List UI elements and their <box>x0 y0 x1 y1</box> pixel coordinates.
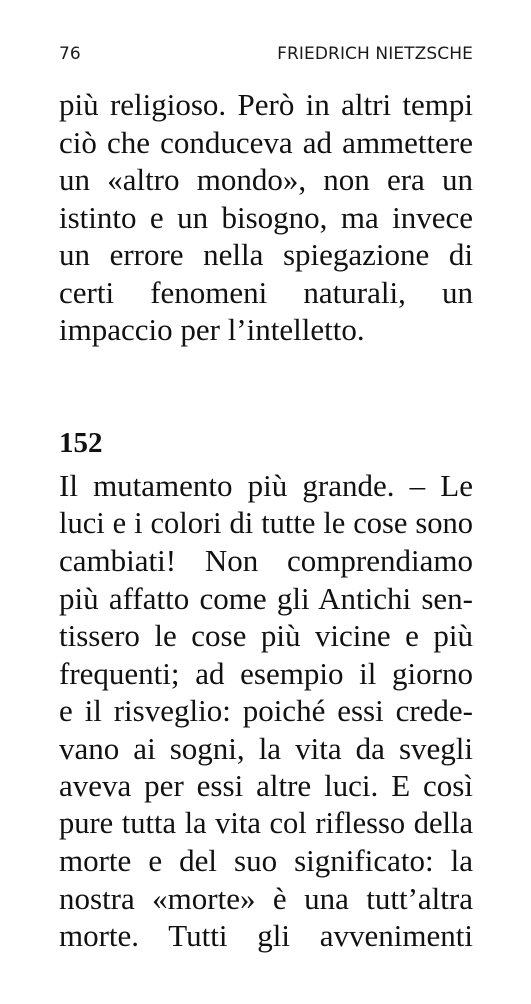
text-line: istinto e un bisogno, ma invece <box>59 199 473 235</box>
text-line: tissero le cose più vicine e più <box>59 618 473 653</box>
aphorism-number: 152 <box>59 427 103 459</box>
text-line: pure tutta la vita col riflesso della <box>59 805 473 840</box>
text-line: luci e i colori di tutte le cose sono <box>59 505 473 540</box>
aphorism-body <box>59 467 473 955</box>
text-line: un errore nella spiegazione di <box>59 237 473 272</box>
text-line: cambiati! Non comprendiamo <box>59 543 473 578</box>
text-line: Il mutamento più grande. – Le <box>59 468 473 503</box>
text-line: più affatto come gli Antichi sen- <box>59 580 473 616</box>
page-number: 76 <box>59 44 81 64</box>
text-line: impaccio per l’intelletto. <box>59 312 365 347</box>
text-line: vano ai sogni, la vita da svegli <box>59 730 473 766</box>
text-line: nostra «morte» è una tutt’altra <box>59 880 473 916</box>
text-line: morte. Tutti gli avvenimenti <box>59 918 473 953</box>
passage-continuation <box>59 86 473 349</box>
text-line: ciò che conduceva ad ammettere <box>59 124 473 160</box>
running-head <box>59 42 473 66</box>
text-line: un «altro mondo», non era un <box>59 162 473 197</box>
text-line: più religioso. Però in altri tempi <box>59 87 473 122</box>
book-author: FRIEDRICH NIETZSCHE <box>277 44 473 64</box>
text-line: frequenti; ad esempio il giorno <box>59 655 473 691</box>
text-line: certi fenomeni naturali, un <box>59 274 473 310</box>
text-line: aveva per essi altre luci. E così <box>59 768 473 803</box>
text-line: e il risveglio: poiché essi crede- <box>59 693 473 728</box>
text-line: morte e del suo significato: la <box>59 843 473 878</box>
